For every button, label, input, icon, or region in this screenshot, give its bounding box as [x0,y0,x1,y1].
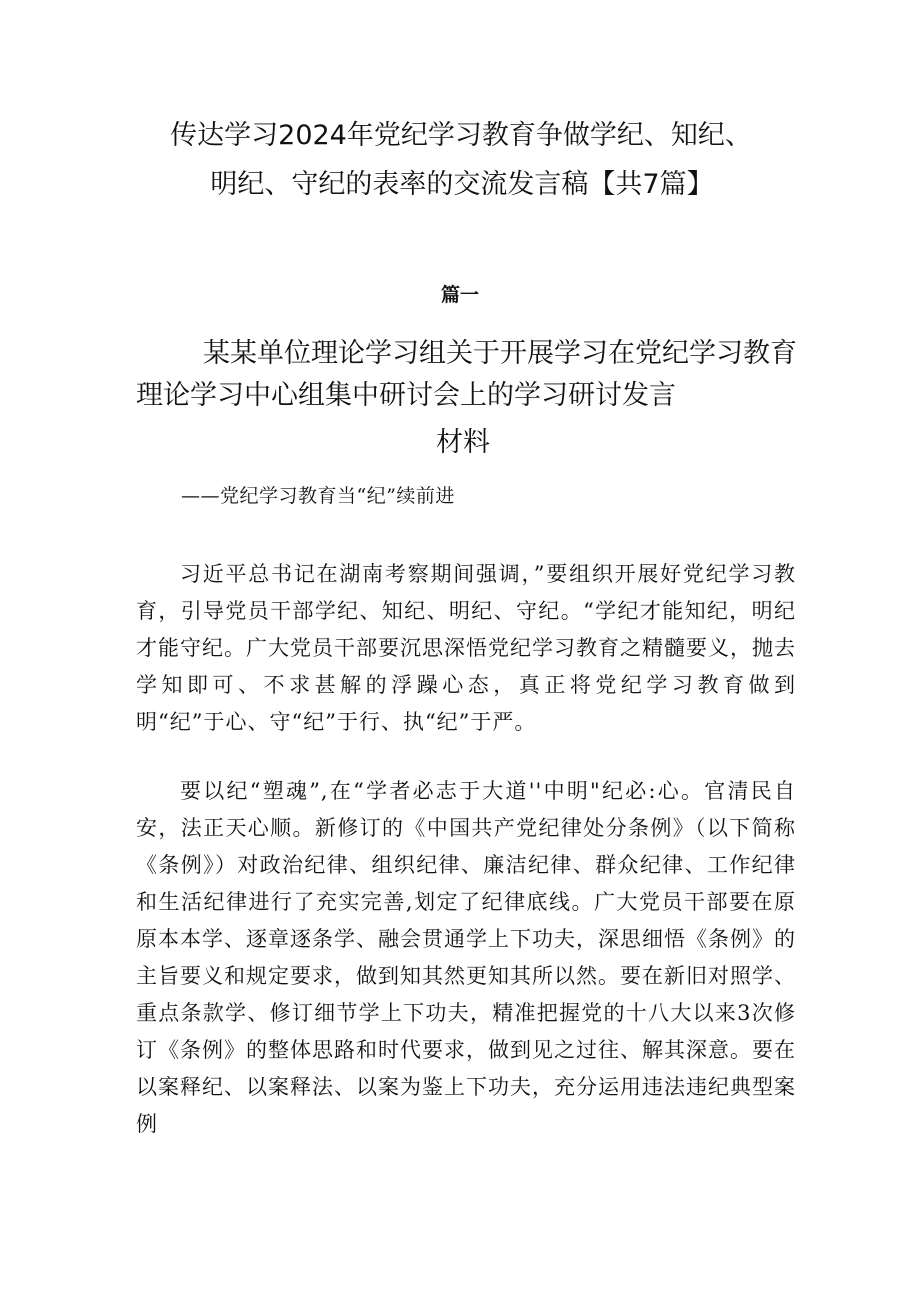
body-paragraph-1: 习近平总书记在湖南考察期间强调，”要组织开展好党纪学习教育，引导党员干部学纪、知纪、明纪、守纪。“学纪才能知纪，明纪才能守纪。广大党员干部要沉思深悟党纪学习教育之精髓要义，抛去学知即可、不求甚解的浮躁心态，真正将党纪学习教育做到明“纪”于心、守“纪”于行、执“纪”于严。 [136,562,796,734]
body-paragraph-2: 要以纪“塑魂”,在“学者必志于大道''中明"纪必:心。官清民自安，法正天心顺。新修订的《中国共产党纪律处分条例》（以下简称《条例》）对政治纪律、组织纪律、廉洁纪律、群众纪律、工作纪律和生活纪律进行了充实完善,划定了纪律底线。广大党员干部要在原原本本学、逐章逐条学、融会贯通学上下功夫，深思细悟《条例》的主旨要义和规定要求，做到知其然更知其所以然。要在新旧对照学、重点条款学、修订细节学上下功夫，精准把握党的十八大以来3次修订《条例》的整体思路和时代要求，做到见之过往、解其深意。要在以案释纪、以案释法、以案为鉴上下功夫，充分运用违法违纪典型案例 [136,779,796,1136]
subtitle-line-1: 某某单位理论学习组关于开展学习在党纪学习教育 [203,338,797,369]
subtitle-line-2: 理论学习中心组集中研讨会上的学习研讨发言 [136,380,676,411]
document-title-line-2: 明纪、守纪的表率的交流发言稿【共7篇】 [210,169,714,200]
subtitle-line-3: 材料 [436,427,490,458]
tagline: ——党纪学习教育当“纪”续前进 [181,485,455,507]
section-label: 篇一 [440,284,479,306]
document-title-line-1: 传达学习2024年党纪学习教育争做学纪、知纪、 [170,120,752,151]
